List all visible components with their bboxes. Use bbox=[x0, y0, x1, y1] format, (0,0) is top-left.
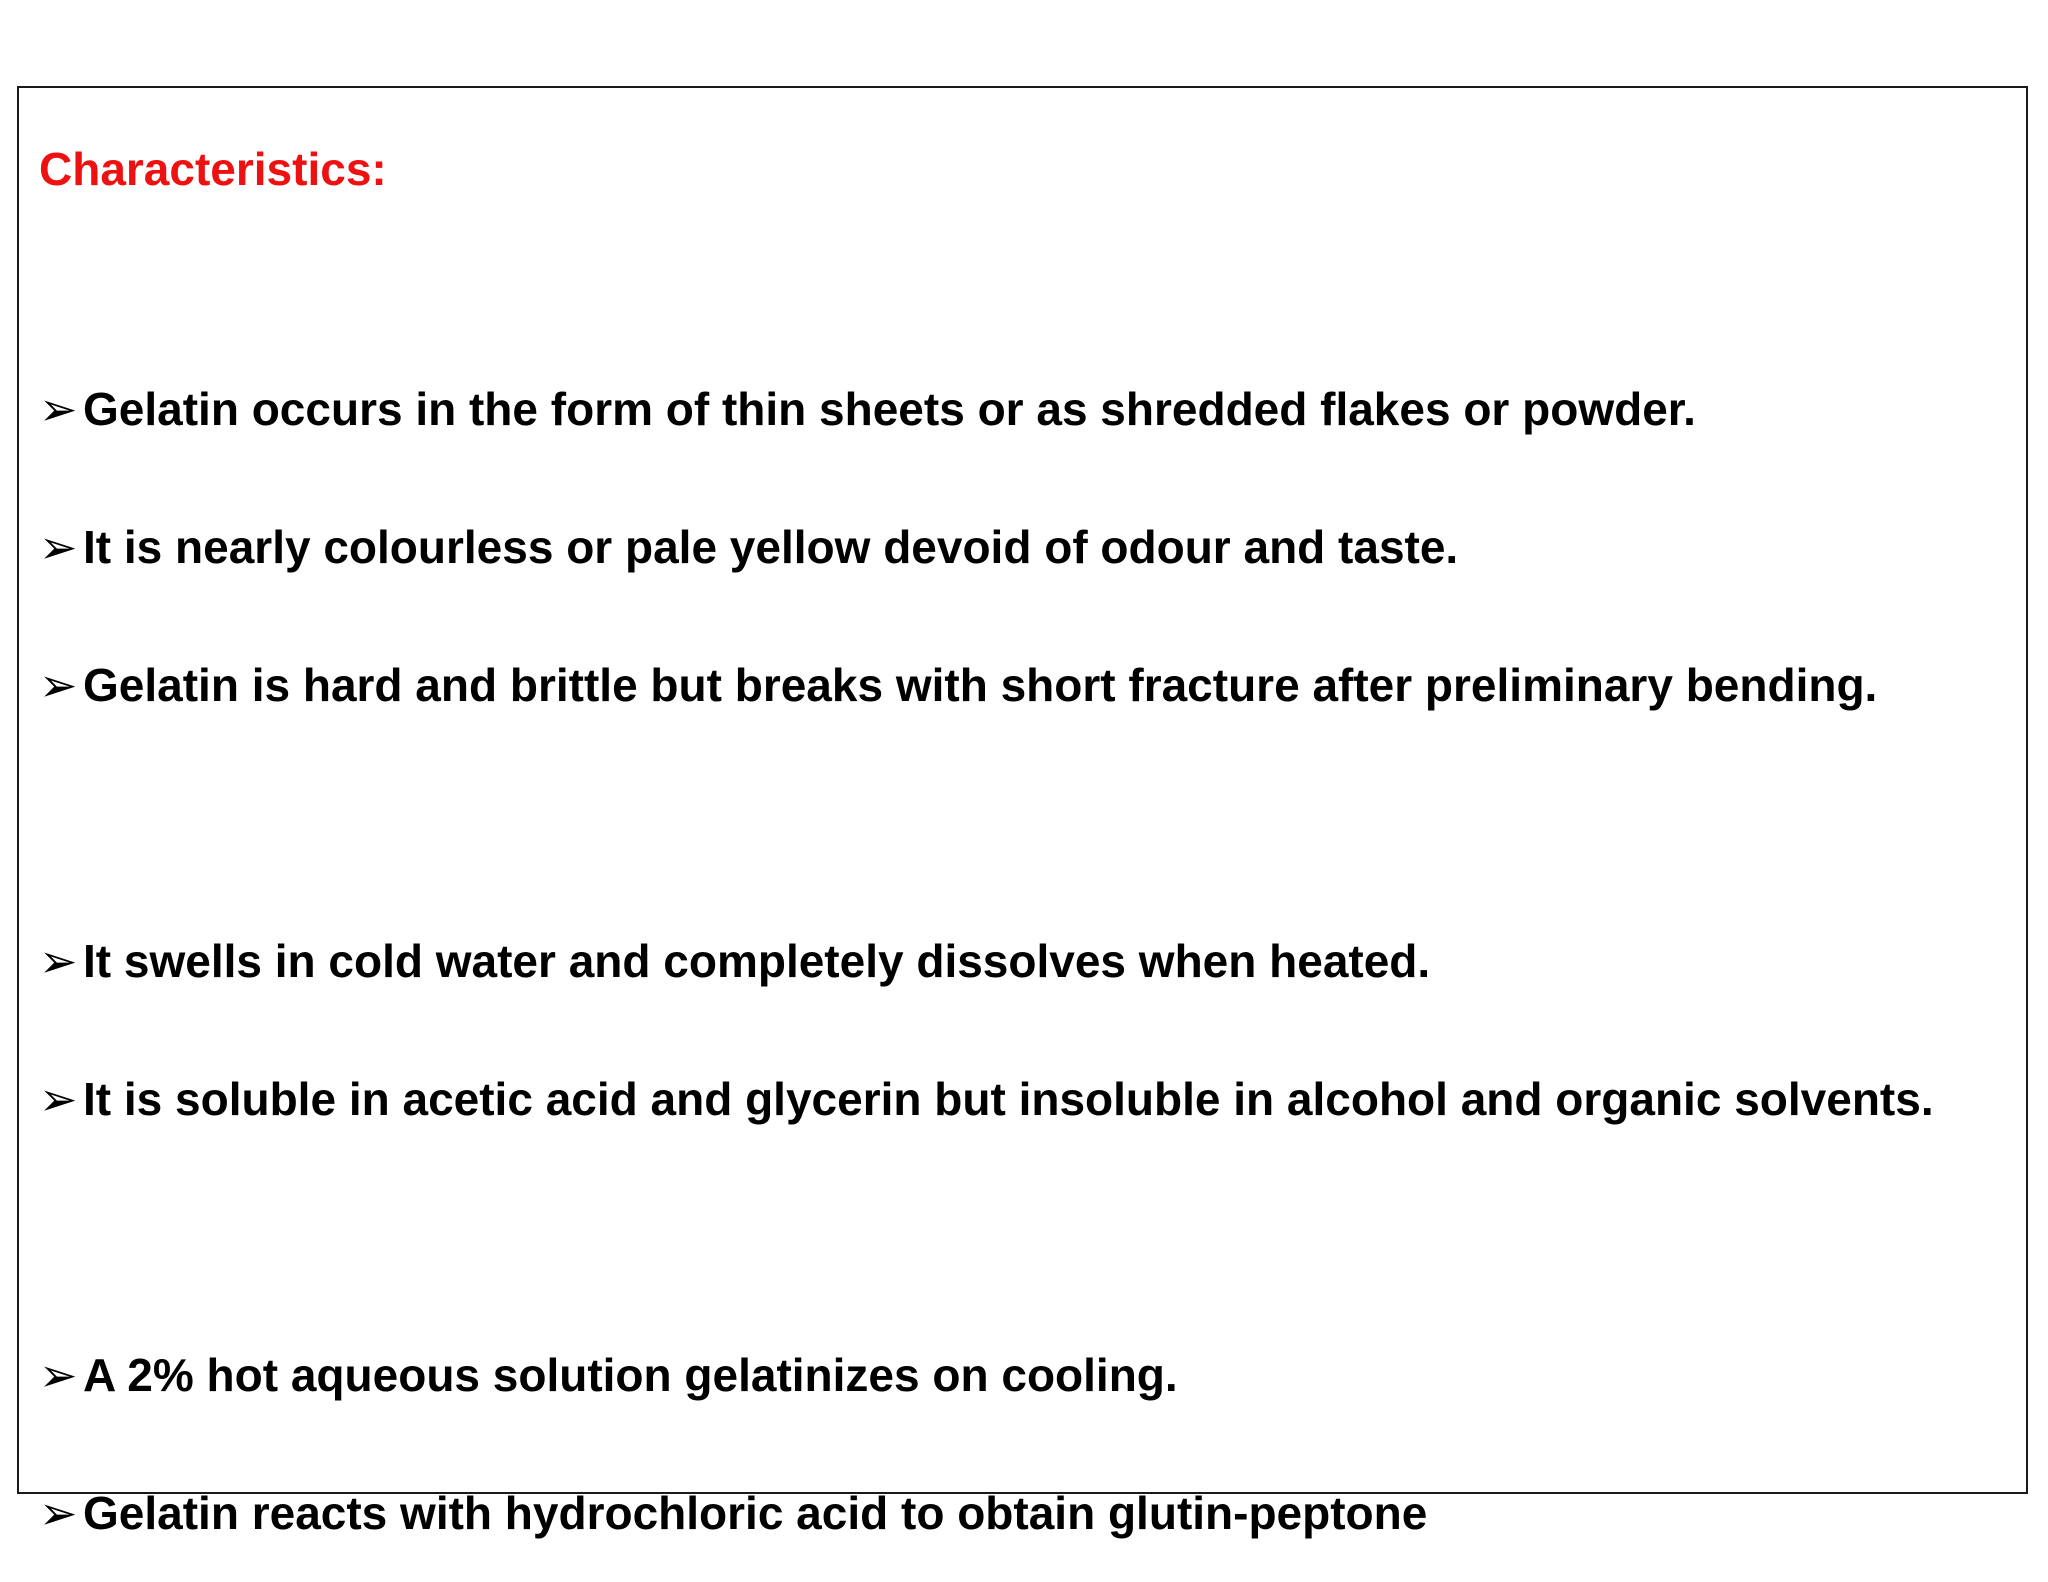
arrow-bullet-icon: ➢ bbox=[39, 382, 78, 436]
arrow-bullet-icon: ➢ bbox=[39, 1072, 78, 1126]
slide-frame bbox=[17, 86, 2028, 1540]
bullet-item bbox=[39, 1030, 2006, 1168]
bullet-text: A 2% hot aqueous solution gelatinizes on cooling. bbox=[83, 1349, 1178, 1401]
bullet-item bbox=[39, 1444, 2006, 1582]
bullet-item bbox=[39, 616, 2006, 754]
bullet-text: Gelatin reacts with hydrochloric acid to obtain glutin-peptone bbox=[83, 1487, 1428, 1539]
bullet-item bbox=[39, 892, 2006, 1030]
bullet-item bbox=[39, 1306, 2006, 1444]
arrow-bullet-icon: ➢ bbox=[39, 1486, 78, 1540]
bullet-text: Gelatin occurs in the form of thin sheets or as shredded flakes or powder. bbox=[83, 383, 1696, 435]
bullet-item bbox=[39, 478, 2006, 616]
slide-heading: Characteristics: bbox=[39, 143, 387, 195]
arrow-bullet-icon: ➢ bbox=[39, 934, 78, 988]
bullet-text: It is soluble in acetic acid and glycerin but insoluble in alcohol and organic solvents. bbox=[83, 1073, 1934, 1125]
bullet-text: Gelatin is hard and brittle but breaks with short fracture after preliminary bending. bbox=[83, 659, 1878, 711]
arrow-bullet-icon: ➢ bbox=[39, 1348, 78, 1402]
bullet-text: It swells in cold water and completely dissolves when heated. bbox=[83, 935, 1431, 987]
bullet-text: It is nearly colourless or pale yellow devoid of odour and taste. bbox=[83, 521, 1459, 573]
arrow-bullet-icon: ➢ bbox=[39, 658, 78, 712]
arrow-bullet-icon: ➢ bbox=[39, 520, 78, 574]
bullet-item bbox=[39, 340, 2006, 478]
